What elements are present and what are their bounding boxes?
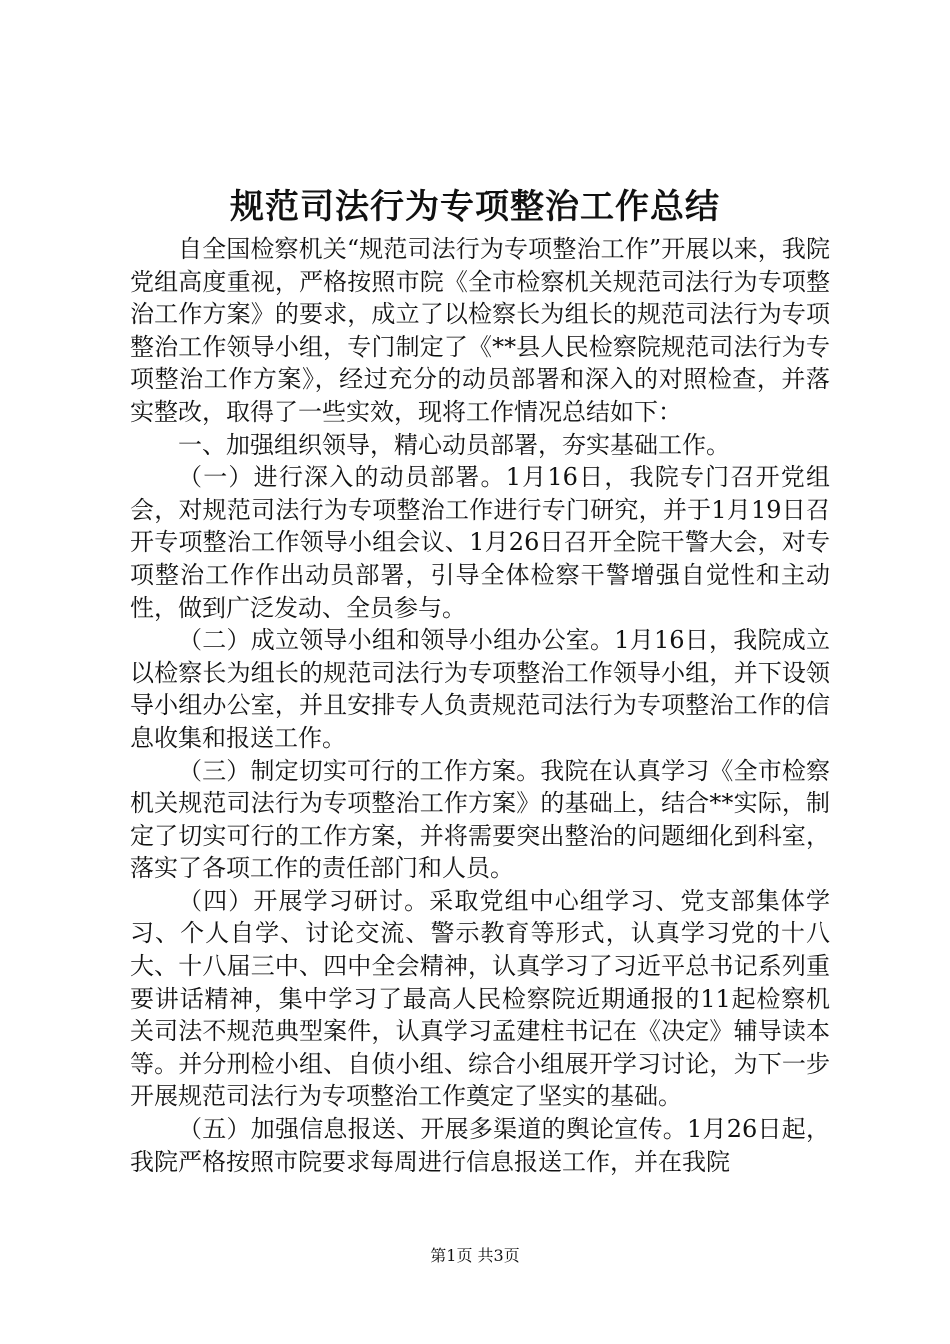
document-title: 规范司法行为专项整治工作总结 <box>230 187 720 227</box>
paragraph-item-5: （五）加强信息报送、开展多渠道的舆论宣传。1月26日起，我院严格按照市院要求每周进行信息报送工作，并在我院 <box>130 1115 830 1176</box>
section-heading-1: 一、加强组织领导，精心动员部署，夯实基础工作。 <box>178 430 730 459</box>
page-footer: 第1页 共3页 <box>430 1246 520 1265</box>
paragraph-item-2: （二）成立领导小组和领导小组办公室。1月16日，我院成立以检察长为组长的规范司法行为专项整治工作领导小组，并下设领导小组办公室，并且安排专人负责规范司法行为专项整治工作的信息收集和报送工作。 <box>130 626 830 752</box>
paragraph-item-1: （一）进行深入的动员部署。1月16日，我院专门召开党组会，对规范司法行为专项整治工作进行专门研究，并于1月19日召开专项整治工作领导小组会议、1月26日召开全院干警大会，对专项整治工作作出动员部署，引导全体检察干警增强自觉性和主动性，做到广泛发动、全员参与。 <box>130 463 830 622</box>
paragraph-intro: 自全国检察机关“规范司法行为专项整治工作”开展以来，我院党组高度重视，严格按照市院《全市检察机关规范司法行为专项整治工作方案》的要求，成立了以检察长为组长的规范司法行为专项整治工作领导小组，专门制定了《**县人民检察院规范司法行为专项整治工作方案》，经过充分的动员部署和深入的对照检查，并落实整改，取得了一些实效，现将工作情况总结如下： <box>130 235 830 426</box>
document-body <box>130 233 830 1178</box>
paragraph-item-4: （四）开展学习研讨。采取党组中心组学习、党支部集体学习、个人自学、讨论交流、警示教育等形式，认真学习党的十八大、十八届三中、四中全会精神，认真学习了习近平总书记系列重要讲话精神，集中学习了最高人民检察院近期通报的11起检察机关司法不规范典型案件，认真学习孟建柱书记在《决定》辅导读本等。并分刑检小组、自侦小组、综合小组展开学习讨论，为下一步开展规范司法行为专项整治工作奠定了坚实的基础。 <box>130 886 830 1111</box>
paragraph-item-3: （三）制定切实可行的工作方案。我院在认真学习《全市检察机关规范司法行为专项整治工作方案》的基础上，结合**实际，制定了切实可行的工作方案，并将需要突出整治的问题细化到科室，落实了各项工作的责任部门和人员。 <box>130 756 830 883</box>
